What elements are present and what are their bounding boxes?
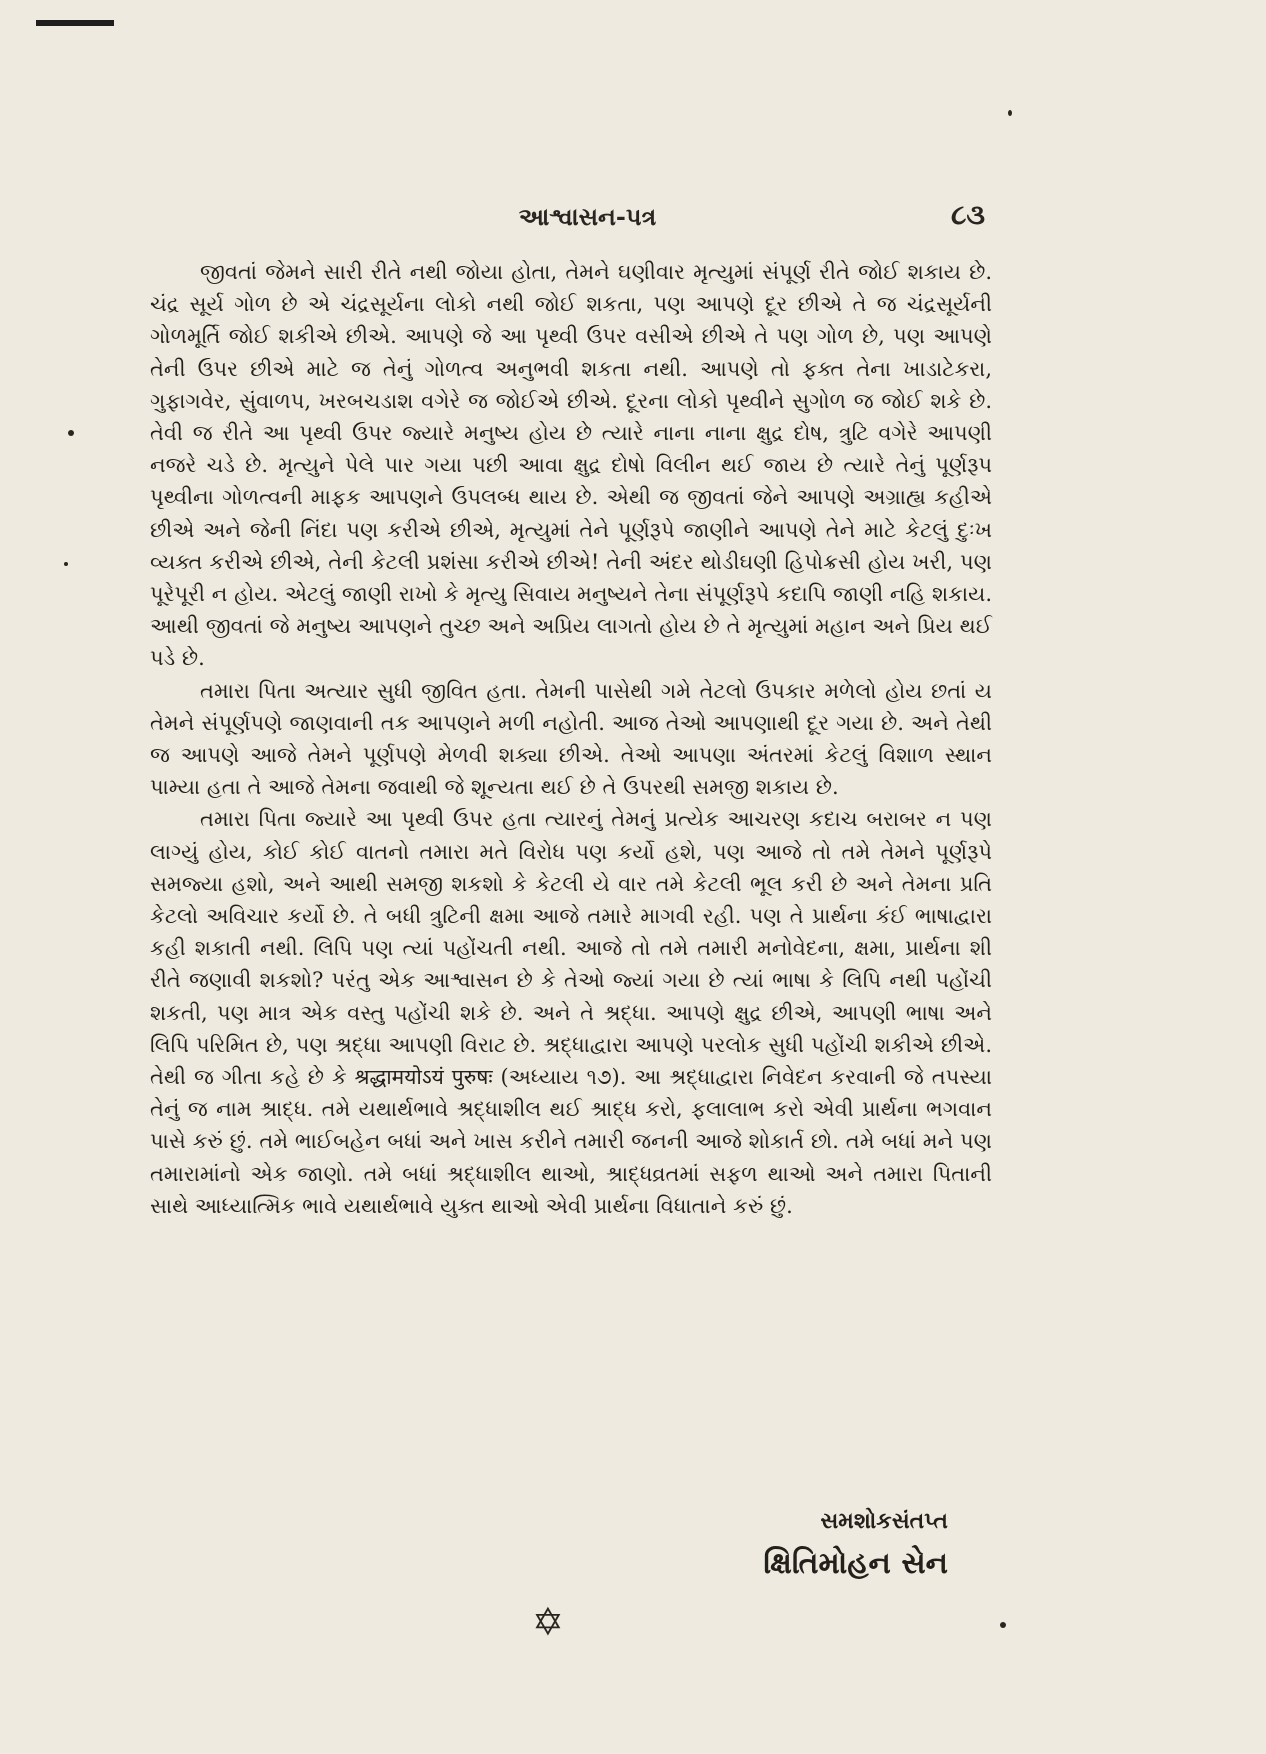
running-title: આશ્વાસન-પત્ર: [518, 202, 657, 231]
paragraph: તમારા પિતા અત્યાર સુધી જીવિત હતા. તેમની પાસેથી ગમે તેટલો ઉપકાર મળેલો હોય છતાં ય તેમને સંપૂર્ણપણે જાણવાની તક આપણને મળી નહોતી. આજ તેઓ આપણાથી દૂર ગયા છે. અને તેથી જ આપણે આજે તેમને પૂર્ણપણે મેળવી શક્યા છીએ. તેઓ આપણા અંતરમાં કેટલું વિશાળ સ્થાન પામ્યા હતા તે આજે તેમના જવાથી જે શૂન્યતા થઈ છે તે ઉપરથી સમજી શકાય છે.: [150, 678, 992, 800]
page-number: ૮૩: [950, 198, 985, 231]
page-header: [190, 198, 985, 238]
letter-body: [150, 256, 992, 1222]
paragraph: તમારા પિતા જ્યારે આ પૃથ્વી ઉપર હતા ત્યારનું તેમનું પ્રત્યેક આચરણ કદાચ બરાબર ન પણ લાગ્યું હોય, કોઈ કોઈ વાતનો તમારા મતે વિરોધ પણ કર્યો હશે, પણ આજે તો તમે તેમને પૂર્ણરૂપે સમજ્યા હશો, અને આથી સમજી શકશો કે કેટલી યે વાર તમે કેટલી ભૂલ કરી છે અને તેમના પ્રતિ કેટલો અવિચાર કર્યો છે. તે બધી ત્રુટિની ક્ષમા આજે તમારે માગવી રહી. પણ તે પ્રાર્થના કંઈ ભાષાદ્વારા કહી શકાતી નથી. લિપિ પણ ત્યાં પહોંચતી નથી. આજે તો તમે તમારી મનોવેદના, ક્ષમા, પ્રાર્થના શી રીતે જણાવી શકશો? પરંતુ એક આશ્વાસન છે કે તેઓ જ્યાં ગયા છે ત્યાં ભાષા કે લિપિ નથી પહોંચી શકતી, પણ માત્ર એક વસ્તુ પહોંચી શકે છે. અને તે શ્રદ્ધા. આપણે ક્ષુદ્ર છીએ, આપણી ભાષા અને લિપિ પરિમિત છે, પણ શ્રદ્ધા આપણી વિરાટ છે. શ્રદ્ધાદ્વારા આપણે પરલોક સુધી પહોંચી શકીએ છીએ. તેથી જ ગીતા કહે છે કે श्रद्धामयोऽयं पुरुषः (અધ્યાય ૧૭). આ શ્રદ્ધાદ્વારા નિવેદન કરવાની જે તપસ્યા તેનું જ નામ શ્રાદ્ધ. તમે યથાર્થભાવે શ્રદ્ધાશીલ થઈ શ્રાદ્ધ કરો, ફલાલાભ કરો એવી પ્રાર્થના ભગવાન પાસે કરું છું. તમે ભાઈબહેન બધાં અને ખાસ કરીને તમારી જનની આજે શોકાર્ત છો. તમે બધાં મને પણ તમારામાંનો એક જાણો. તમે બધાં શ્રદ્ધાશીલ થાઓ, શ્રાદ્ધવ્રતમાં સફળ થાઓ અને તમારા પિતાની સાથે આધ્યાત્મિક ભાવે યથાર્થભાવે યુક્ત થાઓ એવી પ્રાર્થના વિધાતાને કરું છું.: [150, 807, 992, 1218]
paragraph: જીવતાં જેમને સારી રીતે નથી જોયા હોતા, તેમને ઘણીવાર મૃત્યુમાં સંપૂર્ણ રીતે જોઈ શકાય છે. ચંદ્ર સૂર્ય ગોળ છે એ ચંદ્રસૂર્યના લોકો નથી જોઈ શકતા, પણ આપણે દૂર છીએ તે જ ચંદ્રસૂર્યની ગોળમૂર્તિ જોઈ શકીએ છીએ. આપણે જે આ પૃથ્વી ઉપર વસીએ છીએ તે પણ ગોળ છે, પણ આપણે તેની ઉપર છીએ માટે જ તેનું ગોળત્વ અનુભવી શકતા નથી. આપણે તો ફક્ત તેના ખાડાટેકરા, ગુફાગવેર, સુંવાળપ, ખરબચડાશ વગેરે જ જોઈએ છીએ. દૂરના લોકો પૃથ્વીને સુગોળ જ જોઈ શકે છે. તેવી જ રીતે આ પૃથ્વી ઉપર જ્યારે મનુષ્ય હોય છે ત્યારે નાના નાના ક્ષુદ્ર દોષ, ત્રુટિ વગેરે આપણી નજરે ચડે છે. મૃત્યુને પેલે પાર ગયા પછી આવા ક્ષુદ્ર દોષો વિલીન થઈ જાય છે ત્યારે તેનું પૂર્ણરૂપ પૃથ્વીના ગોળત્વની માફક આપણને ઉપલબ્ધ થાય છે. એથી જ જીવતાં જેને આપણે અગ્રાહ્ય કહીએ છીએ અને જેની નિંદા પણ કરીએ છીએ, મૃત્યુમાં તેને પૂર્ણરૂપે જાણીને આપણે તેને માટે કેટલું દુઃખ વ્યક્ત કરીએ છીએ, તેની કેટલી પ્રશંસા કરીએ છીએ! તેની અંદર થોડીઘણી હિપોક્રસી હોય ખરી, પણ પૂરેપૂરી ન હોય. એટલું જાણી રાખો કે મૃત્યુ સિવાય મનુષ્યને તેના સંપૂર્ણરૂપે કદાપિ જાણી નહિ શકાય. આથી જીવતાં જે મનુષ્ય આપણને તુચ્છ અને અપ્રિય લાગતો હોય છે તે મૃત્યુમાં મહાન અને પ્રિય થઈ પડે છે.: [150, 260, 992, 671]
star-ornament-icon: ✡: [532, 1600, 564, 1644]
ink-speck: [1008, 110, 1012, 116]
ink-speck: [1000, 1622, 1006, 1628]
signature-block: [763, 1508, 948, 1581]
ink-speck: [64, 562, 68, 566]
scan-edge-mark: [36, 20, 114, 26]
signer-name: ક્ષિતિમોહન સેન: [763, 1546, 948, 1581]
closing-line: સમશોકસંતપ્ત: [820, 1508, 948, 1534]
ink-speck: [68, 430, 74, 436]
